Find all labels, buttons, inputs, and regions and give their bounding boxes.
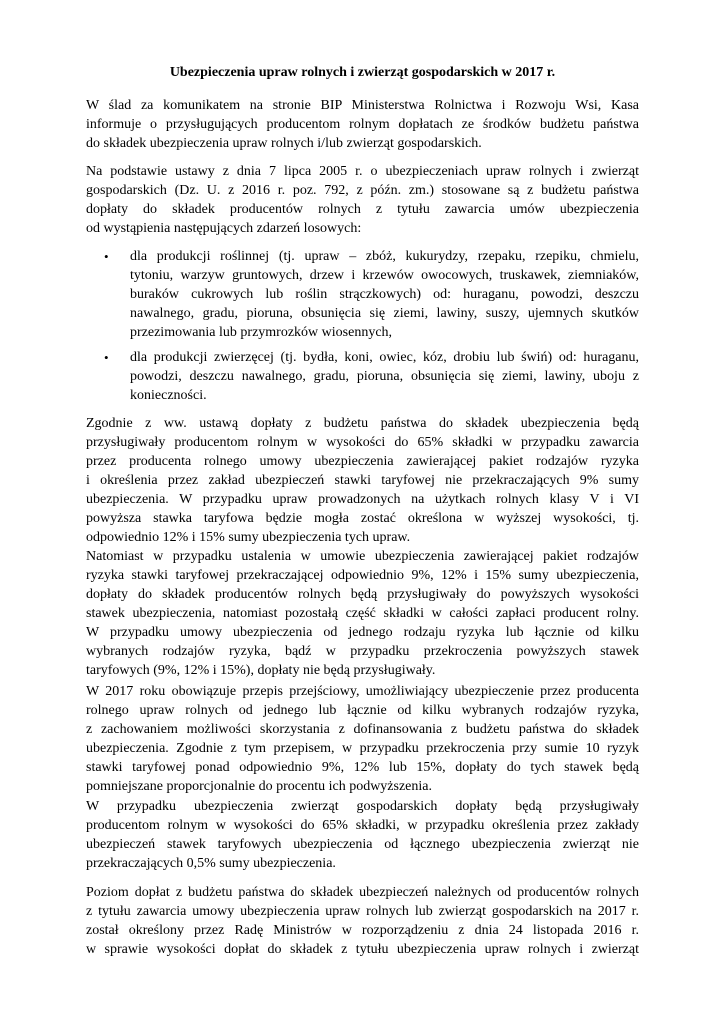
text-line: Na podstawie ustawy z dnia 7 lipca 2005 r. o ubezpieczeniach upraw rolnych i zwierząt [86,164,639,179]
text-line: przezimowania lub przymrozków wiosennych, [130,325,393,340]
text-line: tytoniu, warzyw gruntowych, drzew i krzewów owocowych, truskawek, ziemniaków, [130,268,639,283]
text-line: rolnego upraw rolnych od jednego lub łącznie od kilku wybranych rodzajów ryzyka, [86,703,639,718]
text-line: wybranych rodzajów ryzyka, bądź w przypadku przekroczenia powyższych stawek [86,644,639,659]
paragraph-intro [86,96,639,153]
text-line: Natomiast w przypadku ustalenia w umowie ubezpieczenia zawierającej pakiet rodzajów [86,549,639,564]
text-line: nawalnego, gradu, pioruna, obsunięcia się ziemi, lawiny, suszy, ujemnych skutków [130,306,639,321]
text-line: konieczności. [130,388,207,403]
text-line: Poziom dopłat z budżetu państwa do składek ubezpieczeń należnych od producentów rolnych [86,885,639,900]
text-line: dopłaty do składek producentów rolnych będą przysługiwały do powyższych wysokości [86,587,639,602]
text-line: stawek ubezpieczenia, natomiast pozostałą część składki w całości zapłaci producent rolny. [86,606,639,621]
paragraph-transitional-provision [86,682,639,796]
text-line: przekraczających 0,5% sumy ubezpieczenia. [86,856,336,871]
text-line: od wystąpienia następujących zdarzeń losowych: [86,221,362,236]
text-line: W 2017 roku obowiązuje przepis przejściowy, umożliwiający ubezpieczenie przez producenta [86,684,639,699]
paragraph-subsidy-level [86,414,639,547]
text-line: informuje o przysługujących producentom rolnym dopłatach ze środków budżetu państwa [86,117,639,132]
text-line: i określenia przez zakład ubezpieczeń stawki taryfowej nie przekraczających 9% sumy [86,473,639,488]
document-title: Ubezpieczenia upraw rolnych i zwierząt gospodarskich w 2017 r. [169,65,556,80]
bullet-item-plant-production [130,247,639,342]
text-line: ryzyka stawki taryfowej przekraczającej odpowiednio 9%, 12% i 15% sumy ubezpieczenia, [86,568,639,583]
paragraph-livestock [86,797,639,873]
text-line: dla produkcji roślinnej (tj. upraw – zbóż, kukurydzy, rzepaku, rzepiku, chmielu, [130,249,639,264]
paragraph-legal-basis [86,162,639,238]
bullet-icon: • [104,350,109,365]
text-line: do składek ubezpieczenia upraw rolnych i/lub zwierząt gospodarskich. [86,136,482,151]
text-line: producentom rolnym w wysokości do 65% składki, w przypadku określenia przez zakłady [86,818,639,833]
text-line: z zachowaniem możliwości skorzystania z dofinansowania z budżetu państwa do składek [86,722,639,737]
text-line: W ślad za komunikatem na stronie BIP Ministerstwa Rolnictwa i Rozwoju Wsi, Kasa [86,98,639,113]
text-line: W przypadku umowy ubezpieczenia od jednego rodzaju ryzyka lub łącznie od kilku [86,625,639,640]
text-line: przez producenta rolnego umowy ubezpieczenia zawierającej pakiet rodzajów ryzyka [86,454,639,469]
text-line: odpowiednio 12% i 15% sumy ubezpieczenia tych upraw. [86,530,411,545]
text-line: ubezpieczenia. Zgodnie z tym przepisem, w przypadku przekroczenia przy sumie 10 ryzyk [86,741,639,756]
text-line: ubezpieczeń stawek taryfowych ubezpieczenia od łącznego ubezpieczenia zwierząt nie [86,837,639,852]
text-line: buraków cukrowych lub roślin strączkowych) od: huraganu, powodzi, deszczu [130,287,639,302]
text-line: taryfowych (9%, 12% i 15%), dopłaty nie będą przysługiwały. [86,663,436,678]
text-line: powyższa stawka taryfowa będzie mogła zostać określona w wyższej wysokości, tj. [86,511,639,526]
text-line: dopłaty do składek producentów rolnych z tytułu zawarcia umów ubezpieczenia [86,202,639,217]
paragraph-tariff-exceeded [86,547,639,680]
text-line: w sprawie wysokości dopłat do składek z tytułu ubezpieczenia upraw rolnych i zwierząt [86,942,639,957]
text-line: z tytułu zawarcia umowy ubezpieczenia upraw rolnych lub zwierząt gospodarskich na 2017 r. [86,904,639,919]
text-line: dla produkcji zwierzęcej (tj. bydła, koni, owiec, kóz, drobiu lub świń) od: huraganu, [130,350,639,365]
bullet-icon: • [104,249,109,264]
bullet-item-animal-production [130,348,639,405]
text-line: W przypadku ubezpieczenia zwierząt gospodarskich dopłaty będą przysługiwały [86,799,639,814]
text-line: przysługiwały producentom rolnym w wysokości do 65% składki w przypadku zawarcia [86,435,639,450]
paragraph-regulation [86,883,639,959]
text-line: Zgodnie z ww. ustawą dopłaty z budżetu państwa do składek ubezpieczenia będą [86,416,639,431]
text-line: gospodarskich (Dz. U. z 2016 r. poz. 792, z późn. zm.) stosowane są z budżetu państwa [86,183,639,198]
text-line: powodzi, deszczu nawalnego, gradu, pioruna, obsunięcia się ziemi, lawiny, uboju z [130,369,639,384]
text-line: ubezpieczenia. W przypadku upraw prowadzonych na użytkach rolnych klasy V i VI [86,492,639,507]
text-line: pomniejszane proporcjonalnie do procentu ich podwyższenia. [86,779,432,794]
text-line: został określony przez Radę Ministrów w rozporządzeniu z dnia 24 listopada 2016 r. [86,923,639,938]
text-line: stawki taryfowej ponad odpowiednio 9%, 12% lub 15%, dopłaty do tych stawek będą [86,760,639,775]
